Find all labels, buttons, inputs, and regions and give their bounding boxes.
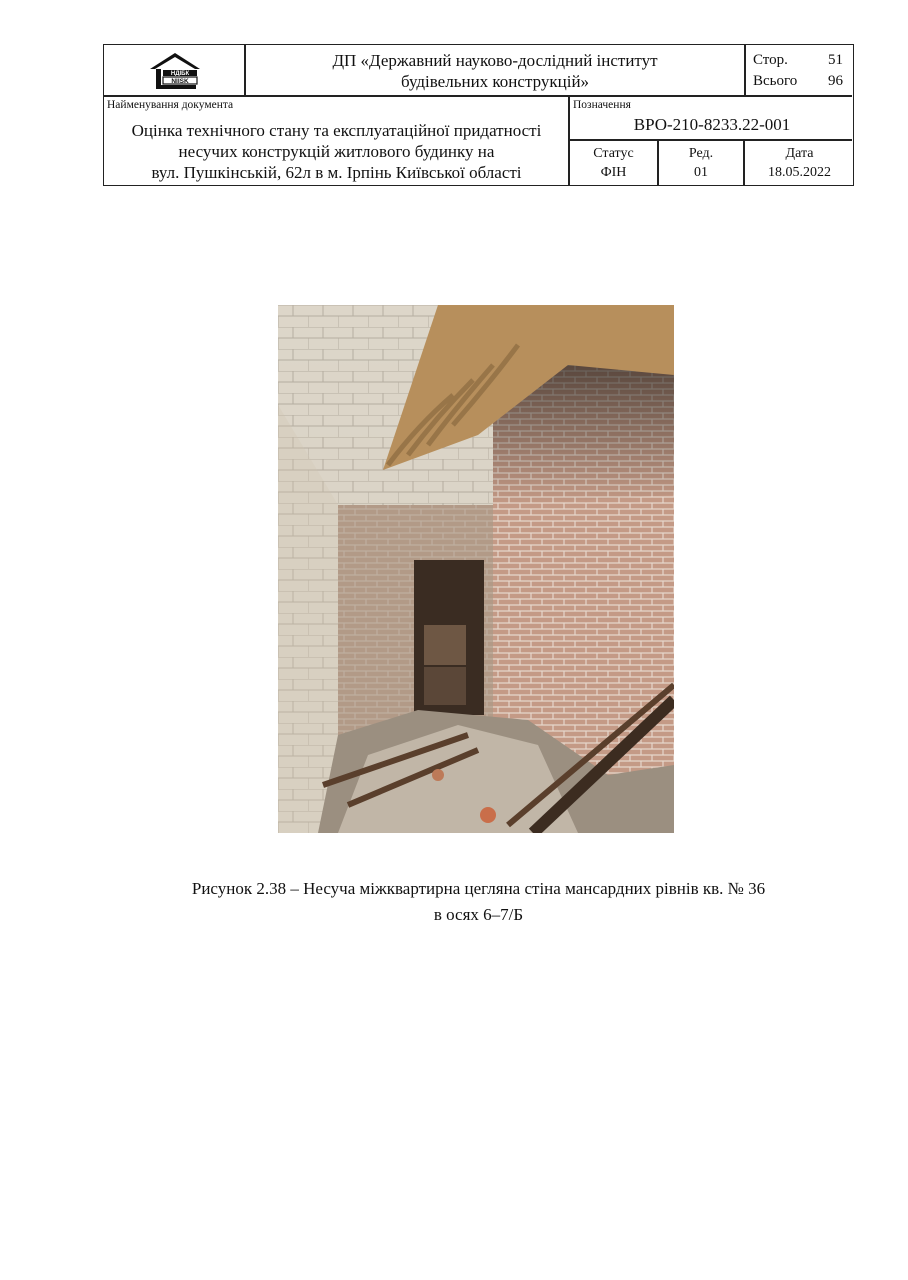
page-label: Стор. — [753, 52, 788, 68]
total-pages: 96 — [828, 73, 843, 89]
revision-value: 01 — [694, 165, 708, 180]
document-name-cell — [104, 96, 569, 185]
damaged-wall-photo — [278, 305, 674, 833]
total-label: Всього — [753, 73, 798, 89]
status-value: ФІН — [600, 165, 627, 180]
document-title-line: несучих конструкцій житлового будинку на — [178, 142, 495, 161]
organization-line: будівельних конструкцій» — [400, 71, 590, 91]
revision-cell — [658, 140, 744, 185]
document-title-line: вул. Пушкінській, 62л в м. Ірпінь Київської області — [151, 163, 522, 182]
institute-logo-icon — [148, 51, 202, 91]
designation-code: ВРО-210-8233.22-001 — [633, 115, 791, 134]
organization-name — [245, 45, 745, 96]
caption-line: Рисунок 2.38 – Несуча міжквартирна цегляна стіна мансардних рівнів кв. № 36 — [191, 879, 766, 898]
svg-text:NIISK: NIISK — [170, 77, 189, 85]
document-header-table — [103, 44, 854, 186]
document-title-line: Оцінка технічного стану та експлуатаційної придатності — [131, 121, 542, 140]
caption-line: в осях 6–7/Б — [433, 905, 524, 924]
institute-logo — [104, 45, 245, 96]
date-label: Дата — [785, 146, 814, 161]
revision-label: Ред. — [688, 146, 714, 161]
page-number: 51 — [828, 52, 843, 68]
docname-label: Найменування документа — [107, 99, 234, 111]
svg-text:НДІБК: НДІБК — [170, 70, 189, 77]
status-cell — [569, 140, 658, 185]
designation-label: Позначення — [573, 99, 631, 111]
date-cell — [744, 140, 855, 185]
status-label: Статус — [593, 146, 634, 161]
photo-illustration — [278, 305, 674, 833]
document-title — [104, 120, 569, 183]
date-value: 18.05.2022 — [768, 165, 831, 180]
figure-caption — [103, 876, 854, 928]
designation-cell — [569, 96, 855, 140]
organization-line: ДП «Державний науково-дослідний інститут — [332, 50, 658, 70]
page-count — [745, 45, 855, 96]
